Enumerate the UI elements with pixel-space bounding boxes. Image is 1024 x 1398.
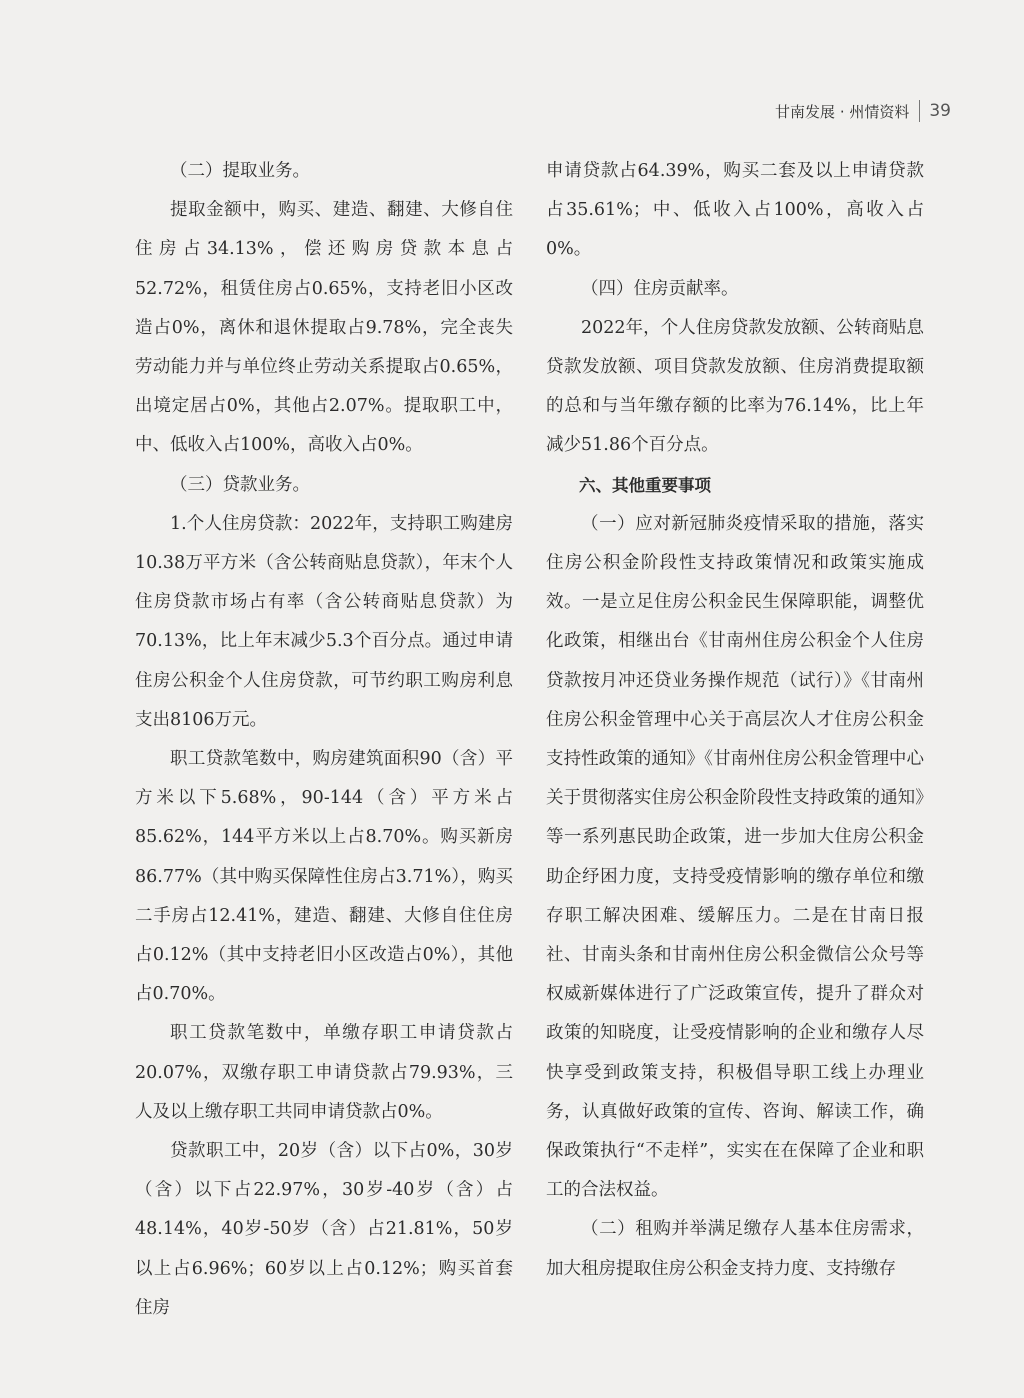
section-heading-loans: （三）贷款业务。	[170, 474, 310, 495]
paragraph-covid-measures: （一）应对新冠肺炎疫情采取的措施，落实住房公积金阶段性支持政策情况和政策实施成效。一是立足住房公积金民生保障职能，调整优化政策，相继出台《甘南州住房公积金个人住房贷款按月冲还贷业务操作规范（试行）》《甘南州住房公积金管理中心关于高层次人才住房公积金支持性政策的通知》《甘南州住房公积金管理中心关于贯彻落实住房公积金阶段性支持政策的通知》等一系列惠民助企政策，进一步加大住房公积金助企纾困力度，支持受疫情影响的缴存单位和缴存职工解决困难、缓解压力。二是在甘南日报社、甘南头条和甘南州住房公积金微信公众号等权威新媒体进行了广泛政策宣传，提升了群众对政策的知晓度，让受疫情影响的企业和缴存人尽快享受到政策支持，积极倡导职工线上办理业务，认真做好政策的宣传、咨询、解读工作，确保政策执行“不走样”，实实在在保障了企业和职工的合法权益。	[546, 513, 924, 1201]
page-number: 39	[929, 101, 951, 121]
paragraph-continued-loans: 申请贷款占64.39%，购买二套及以上申请贷款占35.61%；中、低收入占100%，高收入占0%。	[546, 161, 924, 260]
header-title: 甘南发展 · 州情资料	[775, 102, 910, 121]
header-divider	[919, 100, 920, 122]
left-column	[135, 152, 513, 1328]
running-header	[775, 100, 951, 122]
paragraph-contribution-rate: 2022年，个人住房贷款发放额、公转商贴息贷款发放额、项目贷款发放额、住房消费提取额的总和与当年缴存额的比率为76.14%，比上年减少51.86个百分点。	[546, 317, 924, 456]
right-column	[546, 152, 924, 1289]
paragraph-loan-depositor-breakdown: 职工贷款笔数中，单缴存职工申请贷款占20.07%，双缴存职工申请贷款占79.93%，三人及以上缴存职工共同申请贷款占0%。	[135, 1023, 513, 1122]
section-heading-withdrawal: （二）提取业务。	[170, 161, 310, 181]
paragraph-personal-housing-loans: 1.个人住房贷款：2022年，支持职工购建房10.38万平方米（含公转商贴息贷款），年末个人住房贷款市场占有率（含公转商贴息贷款）为70.13%，比上年末减少5.3个百分点。通过申请住房公积金个人住房贷款，可节约职工购房利息支出8106万元。	[135, 513, 513, 730]
paragraph-loan-area-breakdown: 职工贷款笔数中，购房建筑面积90（含）平方米以下5.68%，90-144（含）平方米占85.62%，144平方米以上占8.70%。购买新房86.77%（其中购买保障性住房占3.71%），购买二手房占12.41%，建造、翻建、大修自住住房占0.12%（其中支持老旧小区改造占0%），其他占0.70%。	[135, 749, 513, 1005]
paragraph-rental-support: （二）租购并举满足缴存人基本住房需求，加大租房提取住房公积金支持力度、支持缴存	[546, 1219, 924, 1279]
paragraph-withdrawal-breakdown: 提取金额中，购买、建造、翻建、大修自住住房占34.13%，偿还购房贷款本息占52.72%，租赁住房占0.65%，支持老旧小区改造占0%，离休和退休提取占9.78%，完全丧失劳动能力并与单位终止劳动关系提取占0.65%，出境定居占0%，其他占2.07%。提取职工中，中、低收入占100%，高收入占0%。	[135, 200, 513, 456]
section-heading-other-matters: 六、其他重要事项	[579, 475, 711, 495]
section-heading-contribution-rate: （四）住房贡献率。	[581, 278, 739, 299]
paragraph-loan-age-breakdown: 贷款职工中，20岁（含）以下占0%，30岁（含）以下占22.97%，30岁-40岁（含）占48.14%，40岁-50岁（含）占21.81%，50岁以上占6.96%；60岁以上占0.12%；购买首套住房	[135, 1141, 513, 1318]
